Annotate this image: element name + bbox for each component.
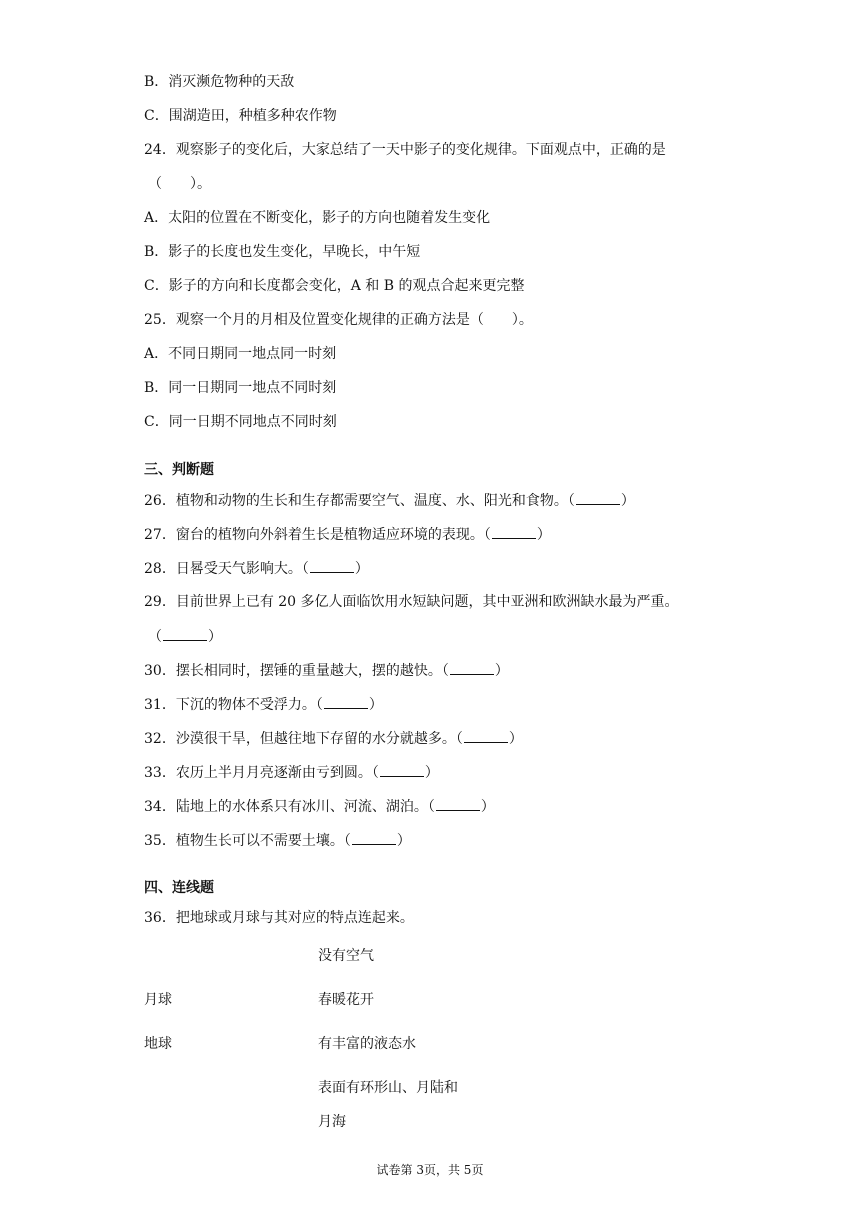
judge-item-text: 32．沙漠很干旱，但越往地下存留的水分就越多。 — [144, 731, 456, 747]
paren-open: （ — [301, 561, 309, 577]
answer-blank[interactable] — [450, 660, 494, 675]
paren-close: ） — [396, 833, 411, 849]
q24-option-a: A．太阳的位置在不断变化，影子的方向也随着发生变化 — [144, 210, 491, 226]
judge-item-30 — [144, 660, 509, 681]
paren-close: ） — [368, 697, 383, 713]
answer-blank[interactable] — [436, 796, 480, 811]
q25-option-a: A．不同日期同一地点同一时刻 — [144, 346, 337, 362]
judge-item-27 — [144, 524, 551, 545]
paren-open: （ — [441, 663, 449, 679]
answer-blank[interactable] — [492, 524, 536, 539]
paren-open: （ — [567, 493, 575, 509]
answer-blank[interactable] — [576, 490, 620, 505]
q36-stem: 36．把地球或月球与其对应的特点连起来。 — [144, 910, 414, 926]
match-left-item[interactable]: 月球 — [144, 992, 172, 1008]
paren-close: ） — [354, 561, 369, 577]
answer-blank[interactable] — [310, 558, 354, 573]
q25-stem: 25．观察一个月的月相及位置变化规律的正确方法是（ ）。 — [144, 312, 533, 328]
paren-open: （ — [343, 833, 351, 849]
q24-option-c: C．影子的方向和长度都会变化，A 和 B 的观点合起来更完整 — [144, 278, 525, 294]
judge-item-text: 34．陆地上的水体系只有冰川、河流、湖泊。 — [144, 799, 428, 815]
paren-open: （ — [427, 799, 435, 815]
answer-blank[interactable] — [324, 694, 368, 709]
q24-option-b: B．影子的长度也发生变化，早晚长，中午短 — [144, 244, 421, 260]
paren-open: （ — [371, 765, 379, 781]
q25-option-b: B．同一日期同一地点不同时刻 — [144, 380, 337, 396]
judge-item-text: 35．植物生长可以不需要土壤。 — [144, 833, 344, 849]
judge-item-35 — [144, 830, 411, 851]
q24-stem: 24．观察影子的变化后，大家总结了一天中影子的变化规律。下面观点中，正确的是 — [144, 142, 666, 158]
judge-item-34 — [144, 796, 495, 817]
paren-open: （ — [148, 629, 162, 645]
judge-item-33 — [144, 762, 439, 783]
judge-item-text: 28．日晷受天气影响大。 — [144, 561, 302, 577]
judge-item-text: 29．目前世界上已有 20 多亿人面临饮用水短缺问题，其中亚洲和欧洲缺水最为严重。 — [144, 594, 679, 610]
judge-item-text: 26．植物和动物的生长和生存都需要空气、温度、水、阳光和食物。 — [144, 493, 568, 509]
judge-item-text: 27．窗台的植物向外斜着生长是植物适应环境的表现。 — [144, 527, 484, 543]
paren-close: ） — [536, 527, 551, 543]
paren-close: ） — [494, 663, 509, 679]
q23-option-b: B．消灭濒危物种的天敌 — [144, 74, 295, 90]
section-3-title: 三、判断题 — [144, 462, 214, 478]
judge-item-26 — [144, 490, 635, 511]
judge-item-text: 30．摆长相同时，摆锤的重量越大，摆的越快。 — [144, 663, 442, 679]
q24-stem-cont: （ ）。 — [148, 176, 211, 192]
match-left-item[interactable]: 地球 — [144, 1036, 172, 1052]
paren-open: （ — [483, 527, 491, 543]
judge-item-28 — [144, 558, 369, 579]
judge-item-text: 31．下沉的物体不受浮力。 — [144, 697, 316, 713]
answer-blank[interactable] — [464, 728, 508, 743]
paren-open: （ — [315, 697, 323, 713]
answer-blank[interactable] — [380, 762, 424, 777]
answer-blank[interactable] — [163, 626, 207, 641]
q25-option-c: C．同一日期不同地点不同时刻 — [144, 414, 337, 430]
q23-option-c: C．围湖造田，种植多种农作物 — [144, 108, 337, 124]
match-right-item[interactable]: 没有空气 — [318, 948, 374, 964]
judge-item-text: 33．农历上半月月亮逐渐由亏到圆。 — [144, 765, 372, 781]
paren-open: （ — [455, 731, 463, 747]
match-right-item[interactable]: 春暖花开 — [318, 992, 374, 1008]
judge-item-29 — [144, 592, 679, 612]
paren-close: ） — [620, 493, 635, 509]
page-footer: 试卷第 3页，共 5页 — [376, 1163, 484, 1177]
paren-close: ） — [508, 731, 523, 747]
judge-item-29-answer — [148, 626, 222, 647]
paren-close: ） — [424, 765, 439, 781]
match-right-item[interactable]: 表面有环形山、月陆和 — [318, 1080, 458, 1096]
match-right-item[interactable]: 有丰富的液态水 — [318, 1036, 416, 1052]
answer-blank[interactable] — [352, 830, 396, 845]
paren-close: ） — [208, 629, 222, 645]
section-4-title: 四、连线题 — [144, 880, 214, 896]
judge-item-31 — [144, 694, 383, 715]
paren-close: ） — [480, 799, 495, 815]
match-right-item-cont: 月海 — [318, 1114, 346, 1130]
judge-item-32 — [144, 728, 523, 749]
